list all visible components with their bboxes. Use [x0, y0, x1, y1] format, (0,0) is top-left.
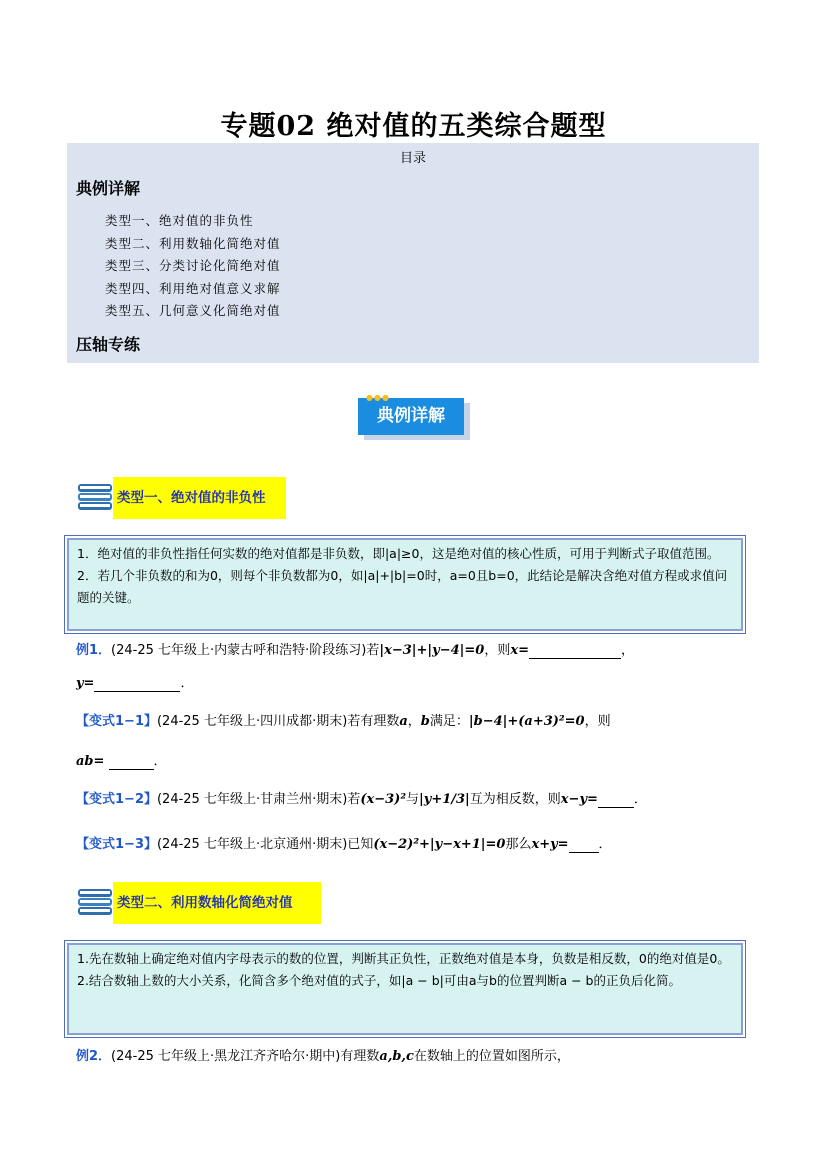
type1-note-2: 2．若几个非负数的和为0，则每个非负数都为0，如|a|+|b|=0时，a=0且b=0，此结论是解决含绝对值方程或求值问题的关键。: [77, 568, 728, 605]
type1-note-box: [67, 538, 743, 631]
example-2-vars: a,b,c: [379, 1049, 414, 1064]
variant-1-1-source: (24-25 七年级上·四川成都·期末): [156, 714, 348, 729]
variant-1-3: 【变式1−3】(24-25 七年级上·北京通州·期末)已知(x−2)²+|y−x+1|=0那么x+y= ．: [76, 837, 612, 852]
example-1-x-label: x=: [510, 643, 529, 658]
example-2-text: 有理数: [340, 1049, 380, 1064]
books-icon: [75, 885, 117, 921]
variant-1-3-text: 已知: [347, 837, 374, 852]
variant-1-3-source: (24-25 七年级上·北京通州·期末): [156, 837, 348, 852]
answer-blank-x-minus-y[interactable]: [598, 792, 634, 808]
variant-1-2-expression-1: (x−3)²: [360, 792, 407, 807]
var-b: b: [420, 714, 430, 729]
example-2-source: (24-25 七年级上·黑龙江齐齐哈尔·期中): [111, 1049, 341, 1064]
variant-1-2-label: 【变式1−2】: [76, 792, 157, 807]
variant-1-2: 【变式1−2】(24-25 七年级上·甘肃兰州·期末)若(x−3)²与|y+1/3|互为相反数，则x−y= ．: [76, 792, 647, 807]
example-1-expression: |x−3|+|y−4|=0: [379, 643, 485, 658]
variant-1-2-then: 互为相反数，则: [469, 792, 561, 807]
variant-1-3-expression: (x−2)²+|y−x+1|=0: [373, 837, 506, 852]
variant-1-1-then: ，则: [584, 714, 611, 729]
badge-label: 典例详解: [358, 398, 464, 435]
example-2-text-2: 在数轴上的位置如图所示，: [413, 1049, 570, 1064]
variant-1-1-text: 若有理数: [347, 714, 400, 729]
type1-note-1: 1．绝对值的非负性指任何实数的绝对值都是非负数，即|a|≥0，这是绝对值的核心性质，可用于判断式子取值范围。: [77, 546, 720, 561]
variant-1-3-label: 【变式1−3】: [76, 837, 157, 852]
variant-1-1: 【变式1−1】(24-25 七年级上·四川成都·期末)若有理数a，b满足：|b−4|+(a+3)²=0，则: [76, 714, 611, 729]
var-a: a: [399, 714, 408, 729]
toc-item[interactable]: 类型五、几何意义化简绝对值: [105, 303, 281, 318]
badge-dots-decoration: ●●●: [366, 393, 390, 402]
example-1-label: 例1．: [76, 643, 112, 658]
example-1-then: ，则: [484, 643, 511, 658]
books-icon: [75, 480, 117, 516]
variant-1-1-expression: |b−4|+(a+3)²=0: [468, 714, 585, 729]
variant-1-1-line2: ab= ．: [76, 754, 167, 769]
variant-1-2-expression-2: |y+1/3|: [419, 792, 470, 807]
toc-section-examples[interactable]: 典例详解: [76, 179, 141, 198]
type2-note-box: [67, 943, 743, 1035]
example-1-text: 若: [366, 643, 380, 658]
variant-1-2-mid: 与: [406, 792, 420, 807]
table-of-contents: [67, 143, 759, 363]
example-1: 例1．(24-25 七年级上·内蒙古呼和浩特·阶段练习)若|x−3|+|y−4|=0，则x= ，: [76, 643, 635, 658]
example-2-label: 例2．: [76, 1049, 112, 1064]
variant-1-3-answer-label: x+y=: [531, 837, 569, 852]
answer-blank-x-plus-y[interactable]: [569, 837, 599, 853]
type2-note-1: 1.先在数轴上确定绝对值内字母表示的数的位置，判断其正负性，正数绝对值是本身，负数是相反数，0的绝对值是0。: [77, 951, 730, 966]
example-1-line2: y= ．: [76, 676, 194, 691]
example-1-y-label: y=: [76, 676, 95, 691]
variant-1-3-then: 那么: [505, 837, 532, 852]
variant-1-1-answer-label: ab=: [76, 754, 105, 769]
toc-item[interactable]: 类型三、分类讨论化简绝对值: [105, 258, 281, 273]
variant-1-2-source: (24-25 七年级上·甘肃兰州·期末): [156, 792, 348, 807]
variant-1-2-text: 若: [347, 792, 361, 807]
variant-1-2-answer-label: x−y=: [560, 792, 598, 807]
example-2: [76, 1045, 570, 1064]
variant-1-1-satisfy: 满足：: [429, 714, 469, 729]
variant-1-1-label: 【变式1−1】: [76, 714, 157, 729]
page-title: 专题02 绝对值的五类综合题型: [220, 111, 607, 142]
toc-item-list: [105, 210, 281, 323]
section-badge: [358, 393, 470, 440]
answer-blank-y[interactable]: [94, 676, 180, 692]
toc-item[interactable]: 类型一、绝对值的非负性: [105, 213, 254, 228]
type2-note-2: 2.结合数轴上数的大小关系，化简含多个绝对值的式子，如|a − b|可由a与b的位置判断a − b的正负后化简。: [77, 973, 681, 988]
toc-heading: 目录: [399, 151, 426, 166]
example-1-source: (24-25 七年级上·内蒙古呼和浩特·阶段练习): [111, 643, 367, 658]
type1-heading: 类型一、绝对值的非负性: [117, 490, 266, 506]
toc-item[interactable]: 类型四、利用绝对值意义求解: [105, 280, 281, 296]
type2-heading: 类型二、利用数轴化简绝对值: [117, 895, 293, 911]
toc-section-practice[interactable]: 压轴专练: [76, 335, 141, 354]
answer-blank-x[interactable]: [529, 643, 621, 659]
toc-item[interactable]: 类型二、利用数轴化简绝对值: [105, 235, 281, 251]
answer-blank-ab[interactable]: [109, 754, 154, 770]
